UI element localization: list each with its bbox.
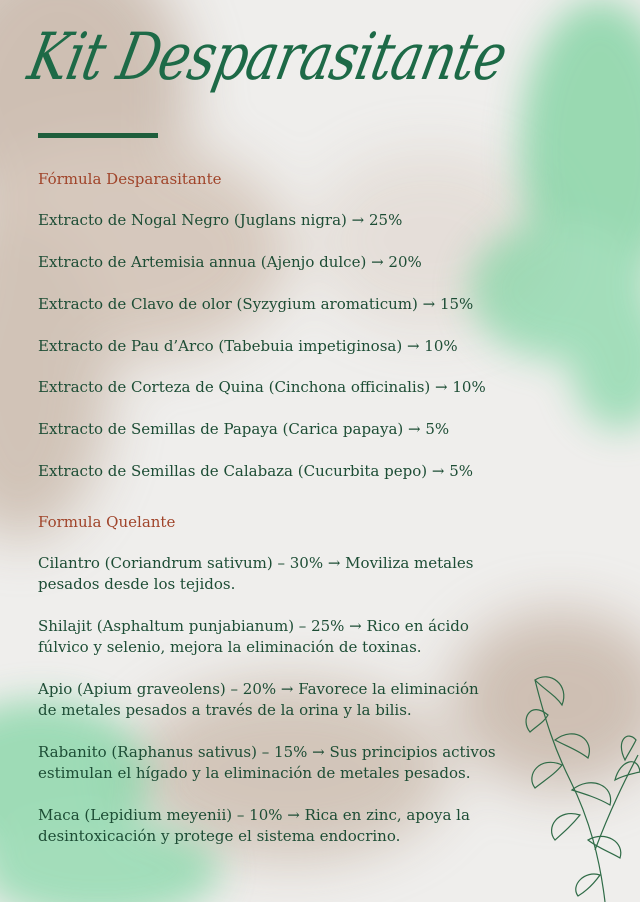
list-item: Extracto de Pau d’Arco (Tabebuia impetiginosa) → 10% <box>38 337 458 355</box>
list-item <box>38 742 508 784</box>
section-heading-quelante: Formula Quelante <box>38 513 176 531</box>
list-item-line: desintoxicación y protege el sistema endocrino. <box>38 827 401 845</box>
list-item <box>38 679 508 721</box>
section-heading-desparasitante: Fórmula Desparasitante <box>38 170 222 188</box>
list-item-line: pesados desde los tejidos. <box>38 575 236 593</box>
list-item-line: de metales pesados a través de la orina y la bilis. <box>38 701 412 719</box>
list-item: Extracto de Artemisia annua (Ajenjo dulce) → 20% <box>38 253 422 271</box>
list-item: Extracto de Corteza de Quina (Cinchona officinalis) → 10% <box>38 378 486 396</box>
list-item-line: Cilantro (Coriandrum sativum) – 30% → Moviliza metales <box>38 554 474 572</box>
list-item-line: Maca (Lepidium meyenii) – 10% → Rica en zinc, apoya la <box>38 806 470 824</box>
page-title: Kit Desparasitante <box>22 20 513 95</box>
list-item: Extracto de Clavo de olor (Syzygium aromaticum) → 15% <box>38 295 474 313</box>
title-underline <box>38 133 158 138</box>
leaf-branch-illustration <box>500 660 640 902</box>
list-item: Extracto de Semillas de Calabaza (Cucurbita pepo) → 5% <box>38 462 473 480</box>
list-item-line: Apio (Apium graveolens) – 20% → Favorece la eliminación <box>38 680 479 698</box>
list-item-line: Rabanito (Raphanus sativus) – 15% → Sus principios activos <box>38 743 496 761</box>
list-item <box>38 616 508 658</box>
list-item <box>38 805 508 847</box>
list-item-line: estimulan el hígado y la eliminación de metales pesados. <box>38 764 471 782</box>
list-item-line: Shilajit (Asphaltum punjabianum) – 25% → Rico en ácido <box>38 617 469 635</box>
list-item-line: fúlvico y selenio, mejora la eliminación de toxinas. <box>38 638 422 656</box>
list-item <box>38 553 508 595</box>
list-item: Extracto de Nogal Negro (Juglans nigra) → 25% <box>38 211 403 229</box>
list-item: Extracto de Semillas de Papaya (Carica papaya) → 5% <box>38 420 450 438</box>
